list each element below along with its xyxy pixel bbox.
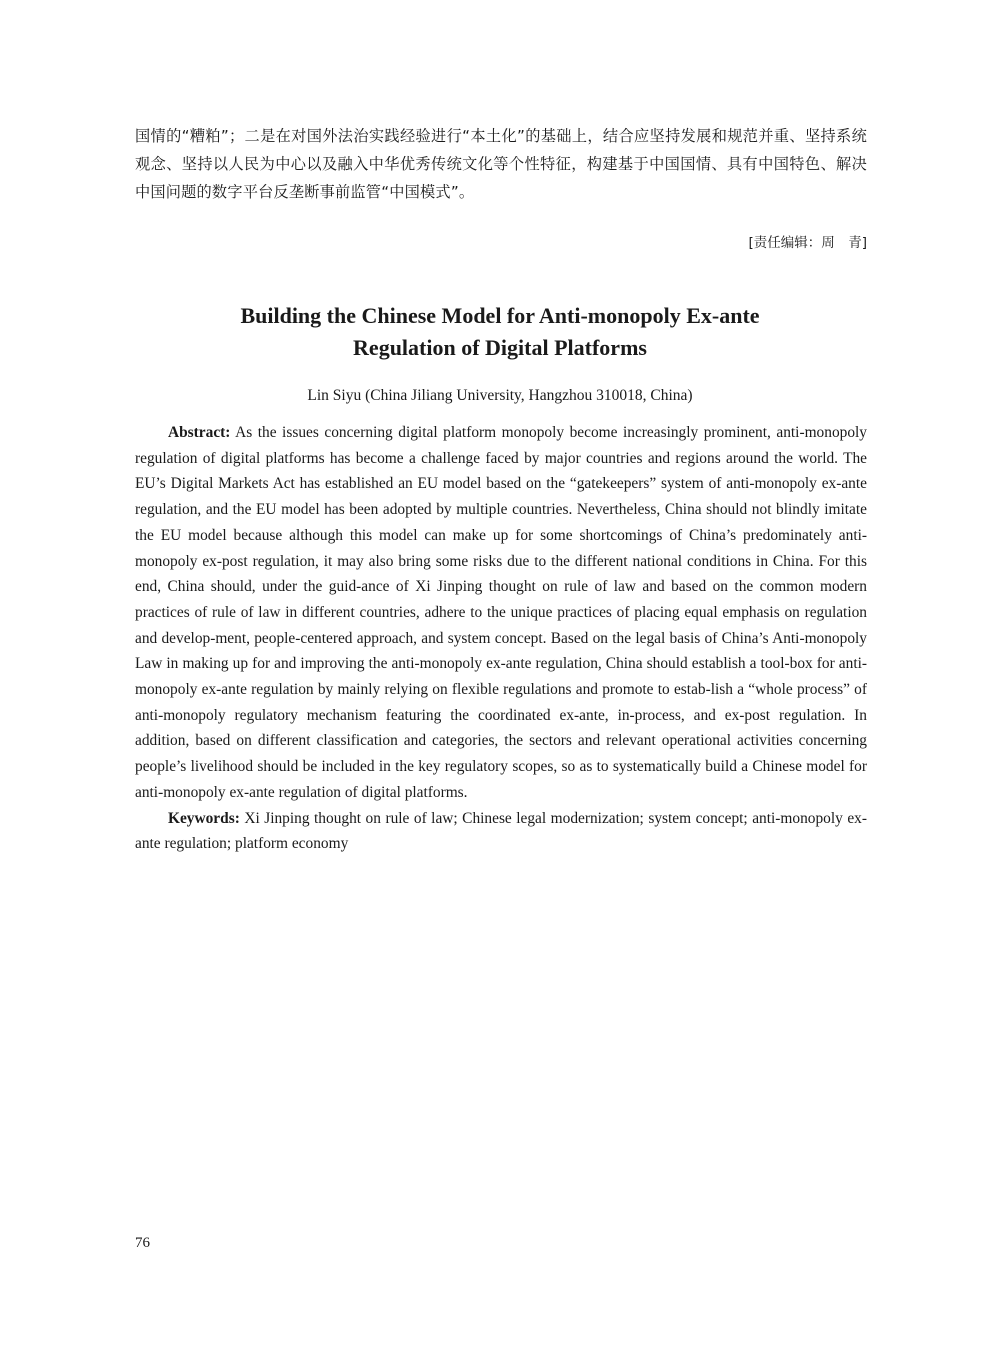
- paper-title: [0, 300, 1000, 364]
- title-line-2: Regulation of Digital Platforms: [353, 335, 647, 360]
- author-affiliation: Lin Siyu (China Jiliang University, Hangzhou 310018, China): [307, 387, 693, 404]
- abstract-paragraph: [135, 420, 867, 806]
- abstract-section: [135, 420, 867, 857]
- chinese-body-paragraph: 国情的“糟粕”；二是在对国外法治实践经验进行“本土化”的基础上，结合应坚持发展和规范并重、坚持系统观念、坚持以人民为中心以及融入中华优秀传统文化等个性特征，构建基于中国国情、具有中国特色、解决中国问题的数字平台反垄断事前监管“中国模式”。: [135, 127, 867, 201]
- keywords-text: Xi Jinping thought on rule of law; Chinese legal modernization; system concept; anti-monopoly ex-ante regulation; platform economy: [135, 809, 867, 853]
- abstract-text: As the issues concerning digital platform monopoly become increasingly prominent, anti-monopoly regulation of digital platforms has become a challenge faced by major countries and regions around the world. The EU’s Digital Markets Act has established an EU model based on the “gatekeepers” system of anti-monopoly ex-ante regulation, and the EU model has been adopted by multiple countries. Nevertheless, China should not blindly imitate the EU model because although this model can make up for some shortcomings of China’s predominately anti-monopoly ex-post regulation, it may also bring some risks due to the different national conditions in China. For this end, China should, under the guid-ance of Xi Jinping thought on rule of law and based on the common modern practices of rule of law in different countries, adhere to the unique practices of placing equal emphasis on regulation and develop-ment, people-centered approach, and system concept. Based on the legal basis of China’s Anti-monopoly Law in making up for and improving the anti-monopoly ex-ante regulation, China should establish a tool-box for anti-monopoly ex-ante regulation by mainly relying on flexible regulations and promote to estab-lish a “whole process” of anti-monopoly regulatory mechanism featuring the coordinated ex-ante, in-process, and ex-post regulation. In addition, based on different classification and categories, the sectors and relevant operational activities concerning people’s livelihood should be included in the key regulatory scopes, so as to systematically build a Chinese model for anti-monopoly ex-ante regulation of digital platforms.: [135, 424, 867, 801]
- title-line-1: Building the Chinese Model for Anti-monopoly Ex-ante: [240, 303, 760, 328]
- abstract-label: Abstract:: [168, 424, 231, 441]
- keywords-label: Keywords:: [168, 809, 240, 827]
- page-number: 76: [135, 1235, 150, 1251]
- responsible-editor: [责任编辑：周 青]: [748, 235, 867, 251]
- keywords-paragraph: [135, 806, 867, 857]
